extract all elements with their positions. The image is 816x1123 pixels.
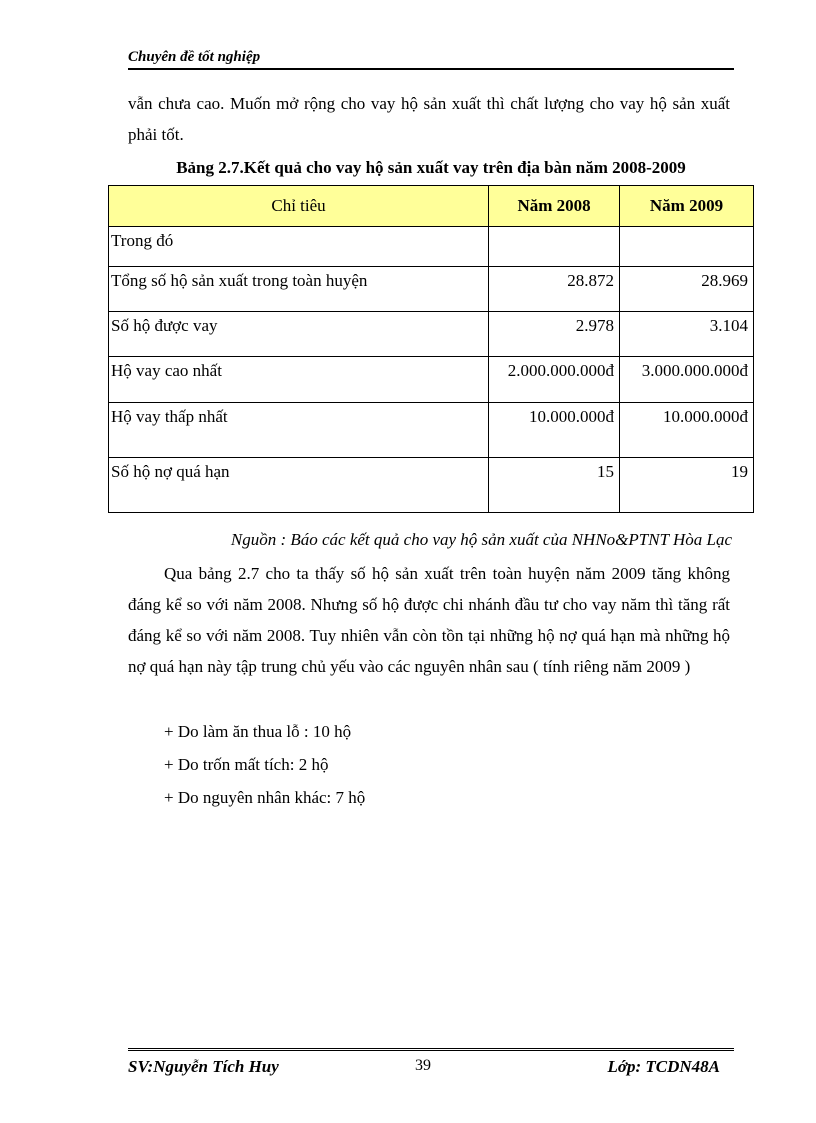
- results-table: [108, 185, 754, 513]
- page-footer: [128, 1048, 734, 1079]
- table-row: [109, 267, 754, 312]
- row-label: Số hộ được vay: [109, 312, 489, 357]
- table-header-row: [109, 186, 754, 227]
- value-2008: 2.000.000.000đ: [489, 357, 620, 403]
- value-2008: [489, 227, 620, 267]
- value-2008: 2.978: [489, 312, 620, 357]
- table-row: [109, 403, 754, 458]
- header-cell-indicator: Chỉ tiêu: [109, 186, 489, 227]
- row-label: Hộ vay thấp nhất: [109, 403, 489, 458]
- value-2009: 19: [620, 458, 754, 513]
- row-label: Số hộ nợ quá hạn: [109, 458, 489, 513]
- list-item: + Do làm ăn thua lỗ : 10 hộ: [164, 722, 352, 741]
- row-label: Trong đó: [109, 227, 489, 267]
- value-2009: 3.104: [620, 312, 754, 357]
- page-number: 39: [415, 1057, 431, 1074]
- value-2009: 10.000.000đ: [620, 403, 754, 458]
- value-2009: [620, 227, 754, 267]
- row-label: Hộ vay cao nhất: [109, 357, 489, 403]
- page-header: [128, 48, 734, 70]
- intro-paragraph: vẫn chưa cao. Muốn mở rộng cho vay hộ sản xuất thì chất lượng cho vay hộ sản xuất phải tốt.: [128, 94, 730, 144]
- table-title: Bảng 2.7.Kết quả cho vay hộ sản xuất vay trên địa bàn năm 2008-2009: [176, 158, 686, 177]
- table-source: Nguồn : Báo các kết quả cho vay hộ sản xuất của NHNo&PTNT Hòa Lạc: [230, 530, 732, 549]
- footer-class: Lớp: TCDN48A: [607, 1057, 720, 1076]
- list-item: + Do trốn mất tích: 2 hộ: [164, 755, 329, 774]
- analysis-text: Qua bảng 2.7 cho ta thấy số hộ sản xuất trên toàn huyện năm 2009 tăng không đáng kể so với năm 2008. Nhưng số hộ được chi nhánh đầu tư cho vay năm thì tăng rất đáng kể so với năm 2008. Tuy nhiên vẫn còn tồn tại những hộ nợ quá hạn mà những hộ nợ quá hạn này tập trung chủ yếu vào các nguyên nhân sau ( tính riêng năm 2009 ): [128, 564, 730, 676]
- value-2009: 3.000.000.000đ: [620, 357, 754, 403]
- header-cell-2008: Năm 2008: [489, 186, 620, 227]
- value-2008: 28.872: [489, 267, 620, 312]
- header-title: Chuyên đề tốt nghiệp: [128, 49, 261, 65]
- value-2008: 10.000.000đ: [489, 403, 620, 458]
- list-item: + Do nguyên nhân khác: 7 hộ: [164, 788, 366, 807]
- footer-student: SV:Nguyễn Tích Huy: [128, 1057, 279, 1076]
- table-row: [109, 227, 754, 267]
- analysis-paragraph: [128, 558, 730, 682]
- table-row: [109, 458, 754, 513]
- row-label: Tổng số hộ sản xuất trong toàn huyện: [109, 267, 489, 312]
- value-2009: 28.969: [620, 267, 754, 312]
- table-row: [109, 357, 754, 403]
- header-cell-2009: Năm 2009: [620, 186, 754, 227]
- table-row: [109, 312, 754, 357]
- value-2008: 15: [489, 458, 620, 513]
